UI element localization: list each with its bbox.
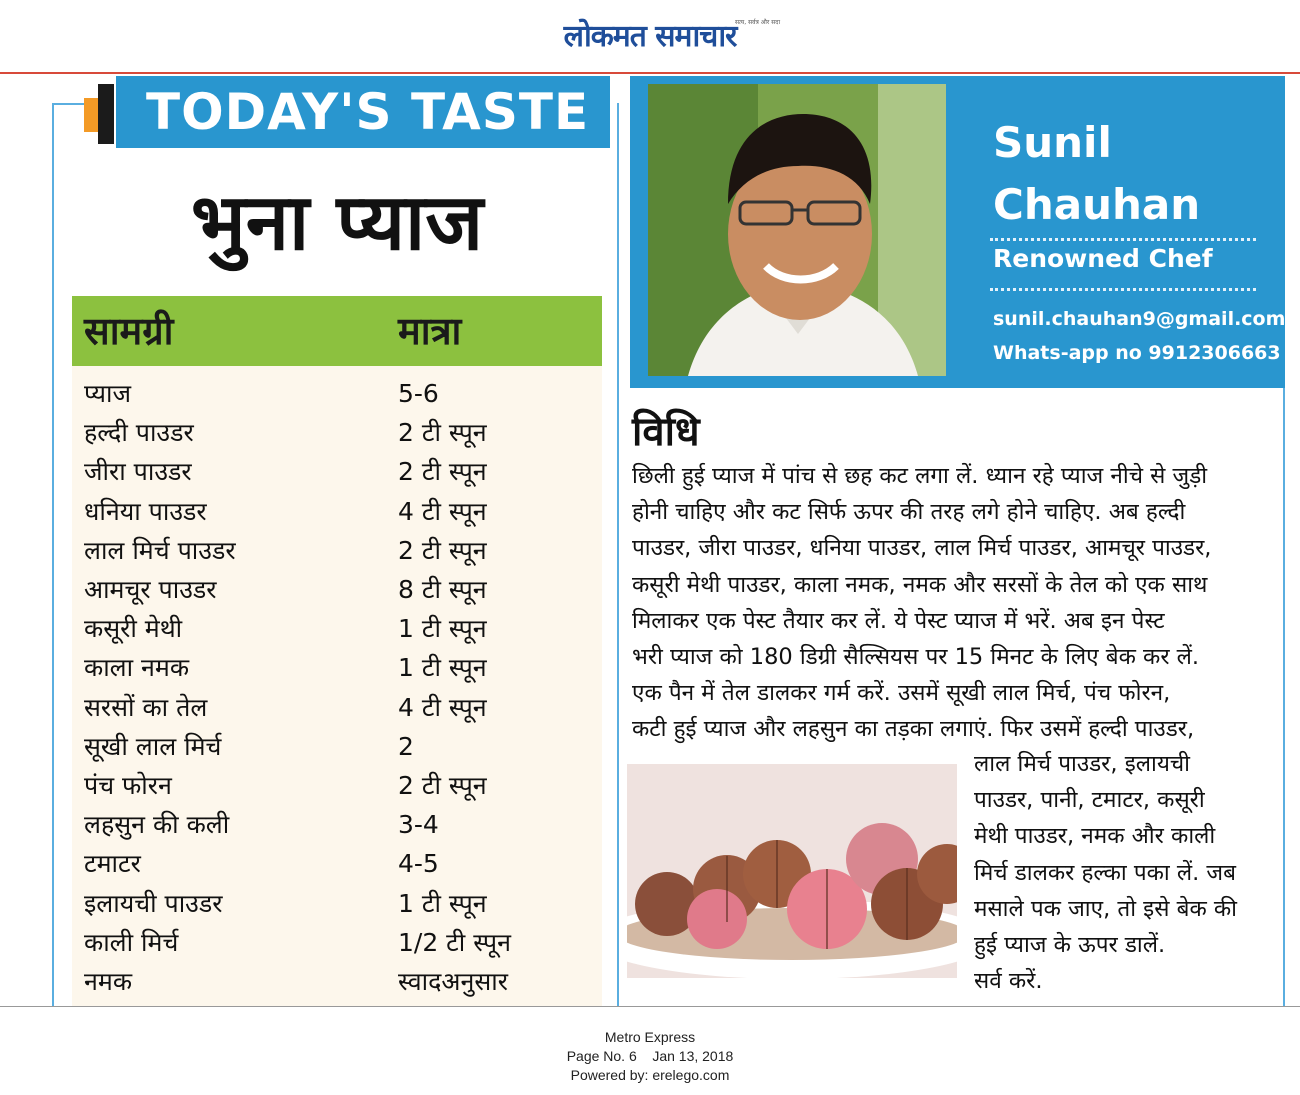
decor-dark-block <box>98 84 114 144</box>
chef-phone: Whats-app no 9912306663 <box>993 342 1281 364</box>
ingredient-qty: 1 टी स्पून <box>398 653 487 683</box>
footer-date: Jan 13, 2018 <box>652 1048 734 1064</box>
divider-dotted <box>990 288 1256 291</box>
method-line: एक पैन में तेल डालकर गर्म करें. उसमें सूखी लाल मिर्च, पंच फोरन, <box>632 680 1171 707</box>
bottom-rule <box>0 1006 1300 1007</box>
section-banner: TODAY'S TASTE <box>116 76 610 148</box>
ingredient-name: काला नमक <box>84 653 190 683</box>
method-line: मिर्च डालकर हल्का पका लें. जब <box>974 859 1236 886</box>
ingredient-row <box>72 805 602 844</box>
method-text <box>632 458 1277 748</box>
ingredient-row <box>72 884 602 923</box>
ingredients-list <box>72 366 602 1006</box>
method-line: मिलाकर एक पेस्ट तैयार कर लें. ये पेस्ट प्याज में भरें. अब इन पेस्ट <box>632 607 1165 634</box>
ingredient-qty: 2 टी स्पून <box>398 457 487 487</box>
ingredients-header-qty: मात्रा <box>398 309 462 353</box>
ingredient-qty: 1/2 टी स्पून <box>398 927 512 957</box>
ingredient-qty: 1 टी स्पून <box>398 888 487 918</box>
chef-photo <box>648 84 946 376</box>
ingredient-qty: 4-5 <box>398 849 439 879</box>
ingredient-row <box>72 374 602 413</box>
ingredient-name: आमचूर पाउडर <box>84 575 217 604</box>
masthead-brand: लोकमत समाचार <box>563 19 737 54</box>
ingredient-row <box>72 609 602 648</box>
ingredient-row <box>72 962 602 1001</box>
method-line: छिली हुई प्याज में पांच से छह कट लगा लें. ध्यान रहे प्याज नीचे से जुड़ी <box>632 463 1208 489</box>
ingredient-name: हल्दी पाउडर <box>84 418 194 448</box>
chef-email: sunil.chauhan9@gmail.com <box>993 308 1286 330</box>
method-line: भरी प्याज को 180 डिग्री सैल्सियस पर 15 मिनट के लिए बेक कर लें. <box>632 644 1200 671</box>
chef-role: Renowned Chef <box>993 244 1213 273</box>
ingredient-name: नमक <box>84 967 133 996</box>
ingredient-name: जीरा पाउडर <box>84 457 192 487</box>
ingredient-name: पंच फोरन <box>84 771 172 800</box>
ingredient-name: प्याज <box>84 379 132 408</box>
ingredient-qty: 2 टी स्पून <box>398 771 487 800</box>
masthead <box>0 0 1300 74</box>
method-line: कसूरी मेथी पाउडर, काला नमक, नमक और सरसों के तेल को एक साथ <box>632 571 1208 598</box>
ingredient-row <box>72 531 602 570</box>
ingredient-qty: 1 टी स्पून <box>398 614 487 644</box>
ingredient-row <box>72 452 602 491</box>
ingredients-header-name: सामग्री <box>84 309 174 353</box>
ingredient-qty: 4 टी स्पून <box>398 692 487 722</box>
divider-dotted <box>990 238 1256 241</box>
method-line: सर्व करें. <box>974 968 1043 995</box>
ingredient-qty: 2 टी स्पून <box>398 418 487 448</box>
ingredient-name: सूखी लाल मिर्च <box>84 731 222 761</box>
ingredient-qty: 2 टी स्पून <box>398 535 487 565</box>
ingredient-row <box>72 844 602 883</box>
masthead-tagline: सत्य, सर्वत्र और सदा <box>735 19 780 26</box>
method-line: हुई प्याज के ऊपर डालें. <box>974 932 1166 959</box>
chef-name <box>993 112 1273 236</box>
method-line: मसाले पक जाए, तो इसे बेक की <box>974 895 1237 922</box>
ingredient-name: काली मिर्च <box>84 927 179 957</box>
stuffed-onion-icon <box>627 764 957 978</box>
food-photo <box>627 764 957 978</box>
right-column-frame <box>1283 388 1285 1006</box>
chef-first-name: Sunil <box>993 118 1112 167</box>
footer-page-date <box>0 1047 1300 1066</box>
ingredient-qty: 2 <box>398 731 414 761</box>
ingredient-row <box>72 492 602 531</box>
ingredient-qty: 8 टी स्पून <box>398 575 487 604</box>
ingredient-row <box>72 727 602 766</box>
ingredient-name: धनिया पाउडर <box>84 496 207 526</box>
ingredient-name: इलायची पाउडर <box>84 888 223 918</box>
ingredient-qty: 5-6 <box>398 379 439 408</box>
method-line: लाल मिर्च पाउडर, इलायची <box>974 751 1190 777</box>
method-line: होनी चाहिए और कट सिर्फ ऊपर की तरह लगे होने चाहिए. अब हल्दी <box>632 499 1186 526</box>
ingredient-row <box>72 766 602 805</box>
ingredients-header <box>72 296 602 366</box>
ingredient-row <box>72 648 602 687</box>
ingredient-qty: स्वादअनुसार <box>398 967 508 996</box>
ingredient-row <box>72 688 602 727</box>
ingredient-name: टमाटर <box>84 849 141 879</box>
method-title: विधि <box>632 409 700 455</box>
footer <box>0 1028 1300 1085</box>
ingredient-name: लहसुन की कली <box>84 810 230 840</box>
method-line: पाउडर, पानी, टमाटर, कसूरी <box>974 787 1205 814</box>
method-line: कटी हुई प्याज और लहसुन का तड़का लगाएं. फिर उसमें हल्दी पाउडर, <box>632 716 1195 743</box>
ingredient-row <box>72 923 602 962</box>
footer-publication: Metro Express <box>604 1029 696 1045</box>
ingredient-qty: 3-4 <box>398 810 439 840</box>
ingredient-qty: 4 टी स्पून <box>398 496 487 526</box>
chef-portrait-icon <box>648 84 946 376</box>
method-text-continued <box>974 746 1279 999</box>
ingredient-row <box>72 570 602 609</box>
ingredient-name: सरसों का तेल <box>84 692 208 722</box>
ingredient-name: लाल मिर्च पाउडर <box>84 535 236 565</box>
method-line: मेथी पाउडर, नमक और काली <box>974 823 1216 850</box>
ingredient-row <box>72 413 602 452</box>
footer-page: Page No. 6 <box>566 1048 637 1064</box>
ingredient-name: कसूरी मेथी <box>84 614 183 644</box>
method-line: पाउडर, जीरा पाउडर, धनिया पाउडर, लाल मिर्च पाउडर, आमचूर पाउडर, <box>632 535 1212 562</box>
footer-powered: Powered by: erelego.com <box>570 1067 730 1083</box>
dish-title: भुना प्याज <box>190 178 484 268</box>
chef-last-name: Chauhan <box>993 180 1201 229</box>
